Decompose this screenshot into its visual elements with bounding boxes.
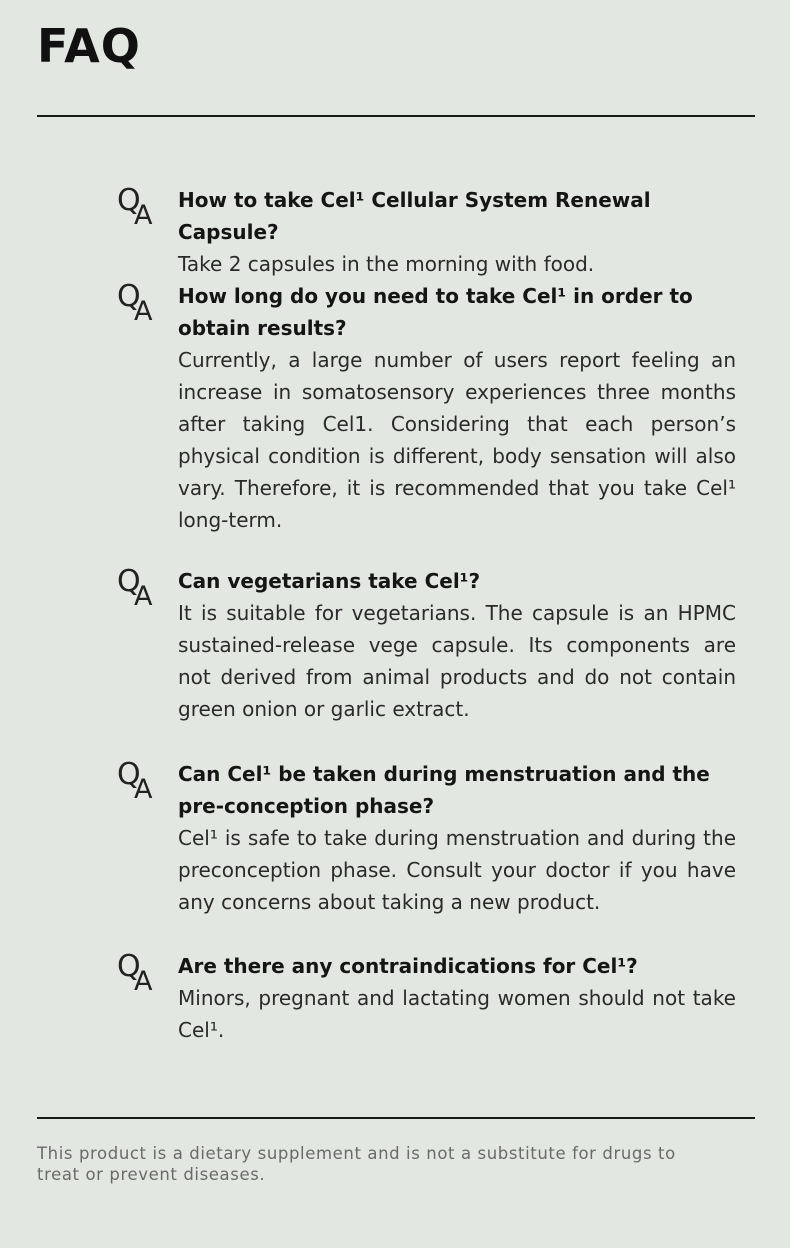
qa-icon [117,183,161,234]
top-divider [37,115,755,117]
faq-question: Can vegetarians take Cel¹? [178,569,481,593]
faq-text [178,950,736,1046]
qa-icon-q: Q [117,183,141,218]
faq-question: Can Cel¹ be taken during menstruation and the pre-conception phase? [178,762,710,818]
faq-text [178,758,736,918]
page-title: FAQ [37,19,141,73]
faq-answer: Currently, a large number of users report feeling an increase in somatosensory experiences three months after taking Cel1. Considering that each person’s physical condition is different, body sensation will also vary. Therefore, it is recommended that you take Cel¹ long-term. [178,348,736,532]
qa-icon [117,757,161,808]
disclaimer-text: This product is a dietary supplement and is not a substitute for drugs to treat or prevent diseases. [37,1144,676,1184]
faq-answer: Take 2 capsules in the morning with food. [178,252,595,276]
qa-icon-a: A [134,581,153,612]
qa-icon [117,564,161,615]
faq-text [178,280,736,536]
qa-icon-a: A [134,296,153,327]
qa-icon [117,279,161,330]
qa-icon-q: Q [117,757,141,792]
faq-text [178,565,736,725]
faq-answer: It is suitable for vegetarians. The capsule is an HPMC sustained-release vege capsule. Its components are not derived from animal products and do not contain green onion or garlic extract. [178,601,736,721]
faq-question: How long do you need to take Cel¹ in order to obtain results? [178,284,693,340]
qa-icon-q: Q [117,949,141,984]
qa-icon-a: A [134,966,153,997]
faq-question: How to take Cel¹ Cellular System Renewal Capsule? [178,188,651,244]
faq-text [178,184,736,280]
qa-icon-q: Q [117,279,141,314]
qa-icon-a: A [134,200,153,231]
qa-icon-a: A [134,774,153,805]
faq-answer: Cel¹ is safe to take during menstruation and during the preconception phase. Consult your doctor if you have any concerns about taking a new product. [178,826,736,914]
faq-answer: Minors, pregnant and lactating women should not take Cel¹. [178,986,736,1042]
qa-icon-q: Q [117,564,141,599]
bottom-divider [37,1117,755,1119]
faq-question: Are there any contraindications for Cel¹? [178,954,638,978]
qa-icon [117,949,161,1000]
